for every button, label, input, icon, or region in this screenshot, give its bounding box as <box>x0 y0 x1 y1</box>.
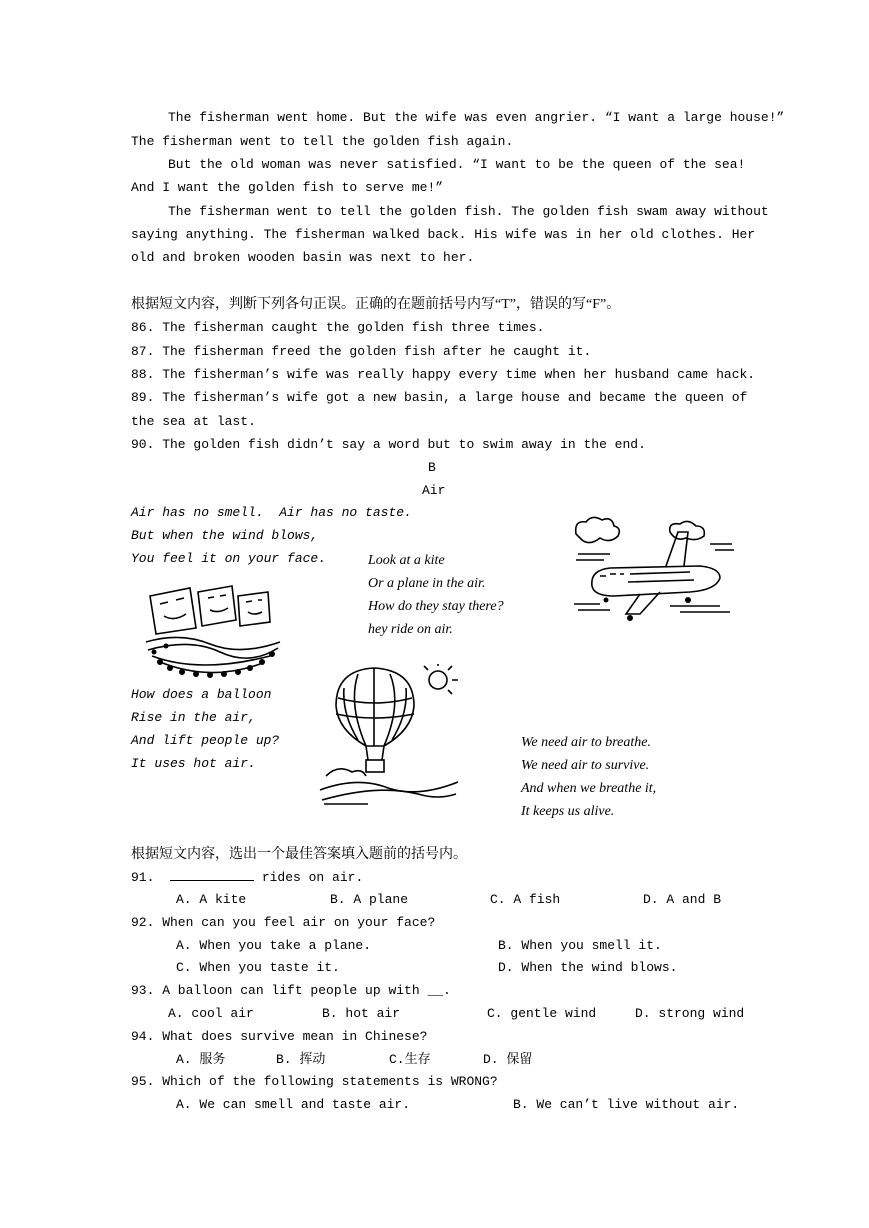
poem-line: We need air to breathe. <box>521 735 651 750</box>
option: D. strong wind <box>635 1006 745 1021</box>
poem-line: Look at a kite <box>368 553 445 568</box>
passage-line: The fisherman went to tell the golden fish again. <box>131 134 514 149</box>
airplane-illustration <box>570 514 735 626</box>
option: D. A and B <box>643 892 722 907</box>
option: B. 挥动 <box>276 1052 326 1067</box>
option: C. When you taste it. <box>176 960 340 975</box>
poem-line: And when we breathe it, <box>521 781 657 796</box>
question-item: 86. The fisherman caught the golden fish three times. <box>131 320 545 335</box>
option: A. We can smell and taste air. <box>176 1097 411 1112</box>
question-93: 93. A balloon can lift people up with __. <box>131 983 451 998</box>
option: C. gentle wind <box>487 1006 597 1021</box>
question-item: 88. The fisherman’s wife was really happy every time when her husband came hack. <box>131 367 756 382</box>
option: D. When the wind blows. <box>498 960 678 975</box>
option: C.生存 <box>389 1052 431 1067</box>
poem-line: Air has no smell. Air has no taste. <box>131 505 412 520</box>
question-item: 87. The fisherman freed the golden fish after he caught it. <box>131 344 592 359</box>
poem-line: And lift people up? <box>131 733 280 748</box>
option: B. A plane <box>330 892 409 907</box>
passage-line: But the old woman was never satisfied. “I want to be the queen of the sea! <box>168 157 746 172</box>
poem-line: We need air to survive. <box>521 758 650 773</box>
poem-line: Or a plane in the air. <box>368 576 486 591</box>
option: C. A fish <box>490 892 561 907</box>
section-instruction: 根据短文内容，判断下列各句正误。正确的在题前括号内写“T”，错误的写“F”。 <box>131 297 621 312</box>
passage-line: And I want the golden fish to serve me!” <box>131 180 444 195</box>
kite-illustration <box>140 582 285 682</box>
poem-title: Air <box>422 483 446 498</box>
poem-line: Rise in the air, <box>131 710 256 725</box>
question-item: the sea at last. <box>131 414 256 429</box>
option: A. cool air <box>168 1006 254 1021</box>
section-instruction: 根据短文内容，选出一个最佳答案填入题前的括号内。 <box>131 847 467 862</box>
question-item: 90. The golden fish didn’t say a word but to swim away in the end. <box>131 437 646 452</box>
question-stem: rides on air. <box>261 870 364 885</box>
section-letter: B <box>428 460 436 475</box>
poem-line: How do they stay there? <box>368 599 504 614</box>
question-94: 94. What does survive mean in Chinese? <box>131 1029 428 1044</box>
question-91 <box>131 868 363 887</box>
passage-line: The fisherman went home. But the wife was even angrier. “I want a large house!” <box>168 110 785 125</box>
option: B. hot air <box>322 1006 401 1021</box>
option: A. When you take a plane. <box>176 938 372 953</box>
passage-line: old and broken wooden basin was next to her. <box>131 250 475 265</box>
question-item: 89. The fisherman’s wife got a new basin, a large house and became the queen of <box>131 390 748 405</box>
option: B. We can’t live without air. <box>513 1097 740 1112</box>
hot-air-balloon-illustration <box>318 664 460 806</box>
poem-line: hey ride on air. <box>368 622 453 637</box>
passage-line: The fisherman went to tell the golden fish. The golden fish swam away without <box>168 204 769 219</box>
option: A. 服务 <box>176 1052 226 1067</box>
question-92: 92. When can you feel air on your face? <box>131 915 436 930</box>
poem-line: It uses hot air. <box>131 756 256 771</box>
poem-line: How does a balloon <box>131 687 272 702</box>
option: B. When you smell it. <box>498 938 662 953</box>
poem-line: It keeps us alive. <box>521 804 615 819</box>
question-number: 91. <box>131 870 155 885</box>
option: D. 保留 <box>483 1052 533 1067</box>
poem-line: But when the wind blows, <box>131 528 319 543</box>
question-95: 95. Which of the following statements is WRONG? <box>131 1074 498 1089</box>
option: A. A kite <box>176 892 247 907</box>
poem-line: You feel it on your face. <box>131 551 327 566</box>
passage-line: saying anything. The fisherman walked back. His wife was in her old clothes. Her <box>131 227 756 242</box>
answer-blank[interactable] <box>170 868 254 881</box>
